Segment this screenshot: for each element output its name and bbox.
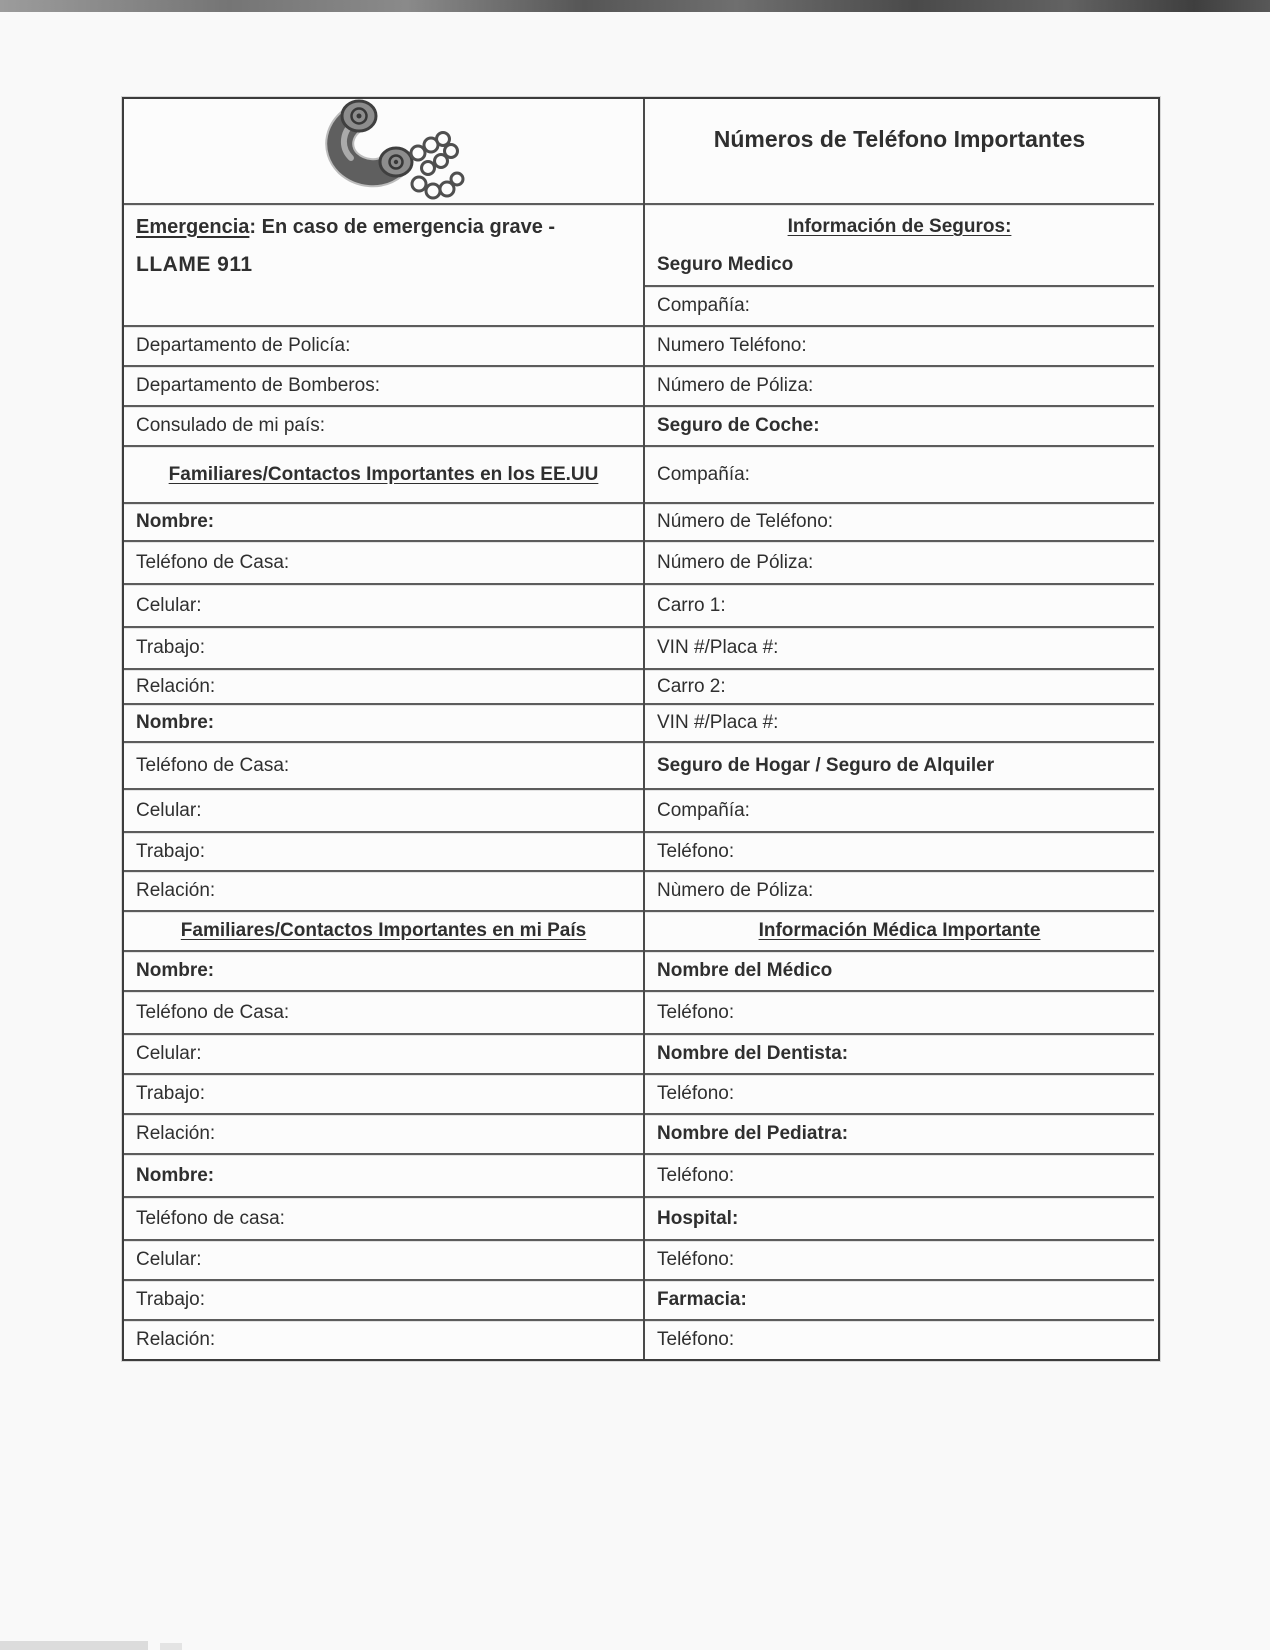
field-label: Número de Póliza: xyxy=(657,375,814,397)
form-field-cell xyxy=(124,1075,643,1115)
form-field-cell xyxy=(645,1035,1154,1075)
form-field-cell xyxy=(124,585,643,628)
form-field-cell xyxy=(124,790,643,833)
form-field-cell xyxy=(645,872,1154,912)
form-field-cell xyxy=(124,628,643,670)
field-label: Nombre del Pediatra: xyxy=(657,1123,849,1145)
subsection-label: Seguro Medico xyxy=(657,253,794,275)
form-field-cell xyxy=(124,504,643,542)
section-header-label: Información de Seguros: xyxy=(787,216,1012,237)
form-field-cell xyxy=(645,1115,1154,1155)
form-field-cell xyxy=(645,447,1154,504)
field-label: Carro 1: xyxy=(657,594,726,616)
field-label: Celular: xyxy=(136,1249,202,1271)
field-label: Carro 2: xyxy=(657,675,726,697)
emergency-text: : En caso de emergencia grave - xyxy=(249,216,556,238)
field-label: Celular: xyxy=(136,799,202,821)
field-label: Teléfono de Casa: xyxy=(136,754,290,776)
form-field-cell xyxy=(645,670,1154,705)
form-field-cell xyxy=(645,287,1154,327)
field-label: Nombre: xyxy=(136,1164,215,1186)
form-field-cell xyxy=(645,504,1154,542)
field-label: Relación: xyxy=(136,1329,216,1351)
section-header-label: Familiares/Contactos Importantes en los EE.UU xyxy=(168,463,599,485)
form-field-cell xyxy=(645,952,1154,992)
form-field-cell xyxy=(645,1198,1154,1241)
field-label: Celular: xyxy=(136,594,202,616)
form-field-cell xyxy=(645,790,1154,833)
field-label: VIN #/Placa #: xyxy=(657,712,779,734)
field-label: Nombre del Médico xyxy=(657,960,833,982)
field-label: Relación: xyxy=(136,1123,216,1145)
form-field-cell xyxy=(124,327,643,367)
field-label: Seguro de Hogar / Seguro de Alquiler xyxy=(657,754,995,776)
phone-numbers-form-table xyxy=(122,97,1160,1361)
field-label: Compañía: xyxy=(657,295,750,317)
field-label: Trabajo: xyxy=(136,840,205,862)
field-label: Nombre: xyxy=(136,511,215,533)
field-label: Departamento de Bomberos: xyxy=(136,375,380,397)
section-header-label: Información Médica Importante xyxy=(758,920,1041,942)
field-label: Teléfono: xyxy=(657,1083,735,1105)
emergency-notice-cell xyxy=(124,205,643,327)
form-field-cell xyxy=(645,407,1154,447)
form-left-column xyxy=(124,99,645,1359)
form-field-cell xyxy=(124,1155,643,1198)
form-field-cell xyxy=(124,992,643,1035)
form-field-cell xyxy=(124,1321,643,1359)
form-field-cell xyxy=(645,327,1154,367)
form-field-cell xyxy=(645,743,1154,790)
section-header-cell xyxy=(645,912,1154,952)
section-header-label: Familiares/Contactos Importantes en mi País xyxy=(180,920,587,942)
phone-icon xyxy=(300,95,468,207)
field-label: VIN #/Placa #: xyxy=(657,637,779,659)
form-field-cell xyxy=(645,1321,1154,1359)
form-field-cell xyxy=(124,367,643,407)
section-header-cell xyxy=(124,912,643,952)
call-911-text: LLAME 911 xyxy=(136,253,253,276)
section-header-line xyxy=(657,215,1142,239)
field-label: Departamento de Policía: xyxy=(136,335,351,357)
field-label: Relación: xyxy=(136,880,216,902)
form-field-cell xyxy=(645,542,1154,585)
field-label: Consulado de mi país: xyxy=(136,415,326,437)
field-label: Nùmero de Póliza: xyxy=(657,880,814,902)
field-label: Compañía: xyxy=(657,799,750,821)
field-label: Relación: xyxy=(136,675,216,697)
field-label: Numero Teléfono: xyxy=(657,335,807,357)
form-field-cell xyxy=(124,1115,643,1155)
field-label: Trabajo: xyxy=(136,1083,205,1105)
field-label: Compañía: xyxy=(657,463,750,485)
form-field-cell xyxy=(645,833,1154,872)
form-right-column xyxy=(645,99,1154,1359)
form-field-cell xyxy=(645,1075,1154,1115)
form-field-cell xyxy=(645,705,1154,743)
form-field-cell xyxy=(124,1198,643,1241)
form-field-cell xyxy=(124,1281,643,1321)
form-field-cell xyxy=(645,585,1154,628)
field-label: Celular: xyxy=(136,1043,202,1065)
field-label: Nombre: xyxy=(136,712,215,734)
form-field-cell xyxy=(124,407,643,447)
field-label: Hospital: xyxy=(657,1207,739,1229)
field-label: Teléfono de Casa: xyxy=(136,1001,290,1023)
field-label: Nombre del Dentista: xyxy=(657,1043,849,1065)
field-label: Nombre: xyxy=(136,960,215,982)
emergency-keyword: Emergencia xyxy=(136,216,250,238)
scan-artifact-top-bar xyxy=(0,0,1270,12)
insurance-header-cell xyxy=(645,205,1154,287)
table-title-cell xyxy=(645,99,1154,205)
form-field-cell xyxy=(124,872,643,912)
table-title: Números de Teléfono Importantes xyxy=(713,126,1086,152)
field-label: Trabajo: xyxy=(136,637,205,659)
phone-icon-cell xyxy=(124,99,643,205)
form-field-cell xyxy=(124,833,643,872)
form-field-cell xyxy=(124,670,643,705)
scan-artifact-bottom-smudge xyxy=(0,1641,148,1650)
form-field-cell xyxy=(645,1281,1154,1321)
field-label: Número de Póliza: xyxy=(657,551,814,573)
field-label: Teléfono: xyxy=(657,840,735,862)
form-field-cell xyxy=(645,628,1154,670)
field-label: Teléfono: xyxy=(657,1164,735,1186)
form-field-cell xyxy=(124,1035,643,1075)
form-field-cell xyxy=(124,743,643,790)
field-label: Número de Teléfono: xyxy=(657,511,834,533)
field-label: Teléfono de Casa: xyxy=(136,551,290,573)
field-label: Teléfono: xyxy=(657,1329,735,1351)
field-label: Teléfono: xyxy=(657,1001,735,1023)
form-field-cell xyxy=(124,705,643,743)
field-label: Seguro de Coche: xyxy=(657,415,820,437)
form-field-cell xyxy=(124,1241,643,1281)
form-field-cell xyxy=(645,367,1154,407)
form-field-cell xyxy=(124,542,643,585)
form-field-cell xyxy=(645,1155,1154,1198)
form-field-cell xyxy=(645,1241,1154,1281)
form-field-cell xyxy=(645,992,1154,1035)
field-label: Teléfono: xyxy=(657,1249,735,1271)
form-field-cell xyxy=(124,952,643,992)
scan-artifact-bottom-smudge xyxy=(160,1643,182,1650)
field-label: Farmacia: xyxy=(657,1289,747,1311)
section-header-cell xyxy=(124,447,643,504)
field-label: Teléfono de casa: xyxy=(136,1207,285,1229)
field-label: Trabajo: xyxy=(136,1289,205,1311)
emergency-line xyxy=(136,215,631,240)
